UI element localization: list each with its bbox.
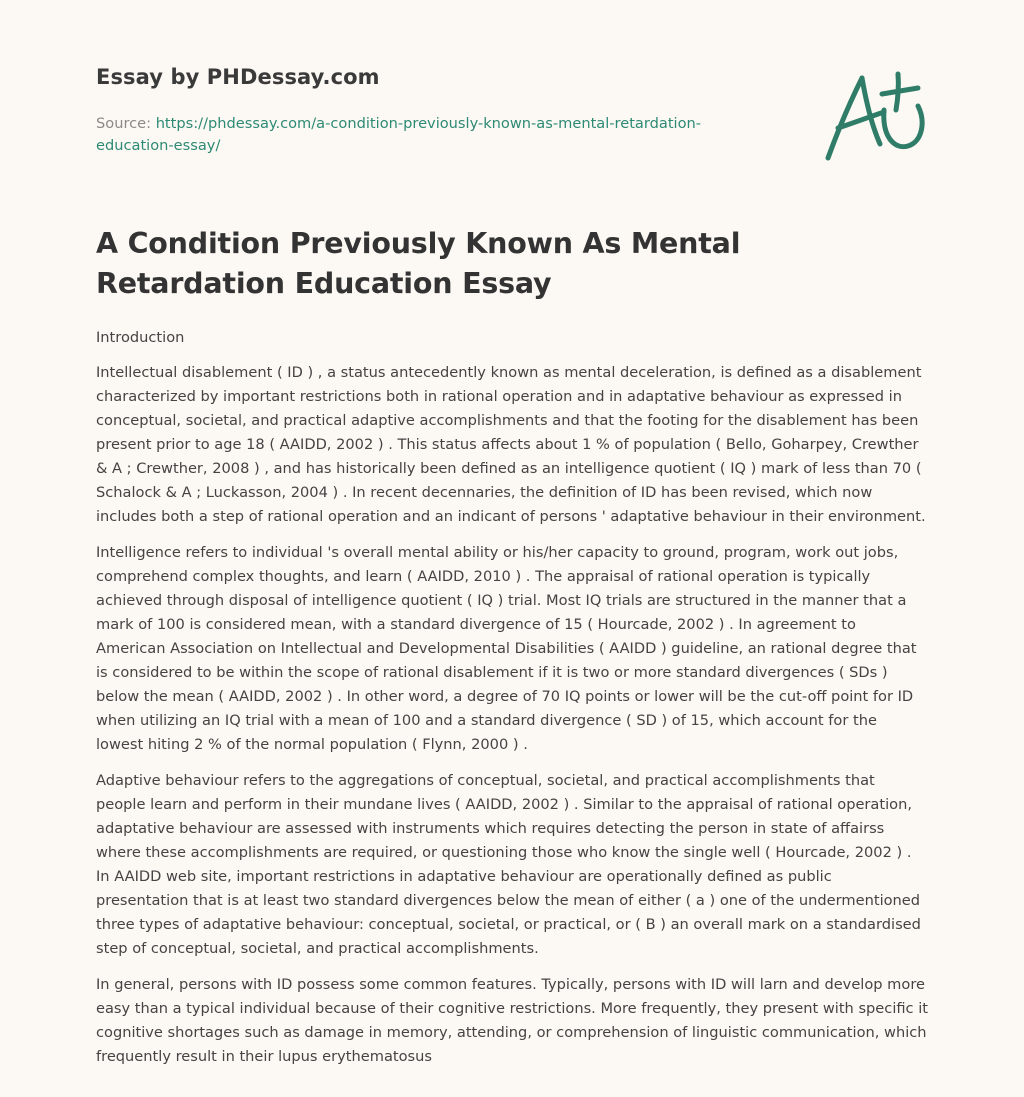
paragraph: In general, persons with ID possess some common features. Typically, persons with ID will larn and develop more easy than a typical individual because of their cognitive restrictions. More frequently, they present with specific it cognitive shortages such as damage in memory, attending, or comprehension of linguistic communication, which frequently result in their lupus erythematosus: [96, 976, 928, 1065]
source-link[interactable]: https://phdessay.com/a-condition-previously-known-as-mental-retardation-education-essay/: [96, 115, 702, 154]
section-heading: Introduction: [96, 329, 185, 346]
paragraph: Adaptive behaviour refers to the aggregations of conceptual, societal, and practical accomplishments that people learn and perform in their mundane lives ( AAIDD, 2002 ) . Similar to the appraisal of rational operation, adaptative behaviour are assessed with instruments which requires detecting the person in state of affairss where these accomplishments are required, or questioning those who know the single well ( Hourcade, 2002 ) . In AAIDD web site, important restrictions in adaptative behaviour are operationally defined as public presentation that is at least two standard divergences below the mean of either ( a ) one of the undermentioned three types of adaptative behaviour: conceptual, societal, or practical, or ( B ) an overall mark on a standardised step of conceptual, societal, and practical accomplishments.: [96, 772, 921, 957]
essay-content: [96, 326, 928, 1081]
paragraph: Intellectual disablement ( ID ) , a status antecedently known as mental deceleration, is defined as a disablement characterized by important restrictions both in rational operation and in adaptative behaviour as expressed in conceptual, societal, and practical adaptive accomplishments and that the footing for the disablement has been present prior to age 18 ( AAIDD, 2002 ) . This status affects about 1 % of population ( Bello, Goharpey, Crewther & A ; Crewther, 2008 ) , and has historically been defined as an intelligence quotient ( IQ ) mark of less than 70 ( Schalock & A ; Luckasson, 2004 ) . In recent decennaries, the definition of ID has been revised, which now includes both a step of rational operation and an indicant of persons ' adaptative behaviour in their environment.: [96, 364, 926, 525]
paragraph: Intelligence refers to individual 's overall mental ability or his/her capacity to ground, program, work out jobs, comprehend complex thoughts, and learn ( AAIDD, 2010 ) . The appraisal of rational operation is typically achieved through disposal of intelligence quotient ( IQ ) trial. Most IQ trials are structured in the manner that a mark of 100 is considered mean, with a standard divergence of 15 ( Hourcade, 2002 ) . In agreement to American Association on Intellectual and Developmental Disabilities ( AAIDD ) guideline, an rational degree that is considered to be within the scope of rational disablement if it is two or more standard divergences ( SDs ) below the mean ( AAIDD, 2002 ) . In other word, a degree of 70 IQ points or lower will be the cut-off point for ID when utilizing an IQ trial with a mean of 100 and a standard divergence ( SD ) of 15, which account for the lowest hiting 2 % of the normal population ( Flynn, 2000 ) .: [96, 544, 917, 753]
a-plus-logo: [822, 66, 930, 166]
source-label: Source:: [96, 115, 152, 132]
source-line: [96, 113, 756, 157]
essay-title: A Condition Previously Known As Mental Retardation Education Essay: [96, 227, 741, 300]
site-title: Essay by PHDessay.com: [96, 65, 380, 89]
